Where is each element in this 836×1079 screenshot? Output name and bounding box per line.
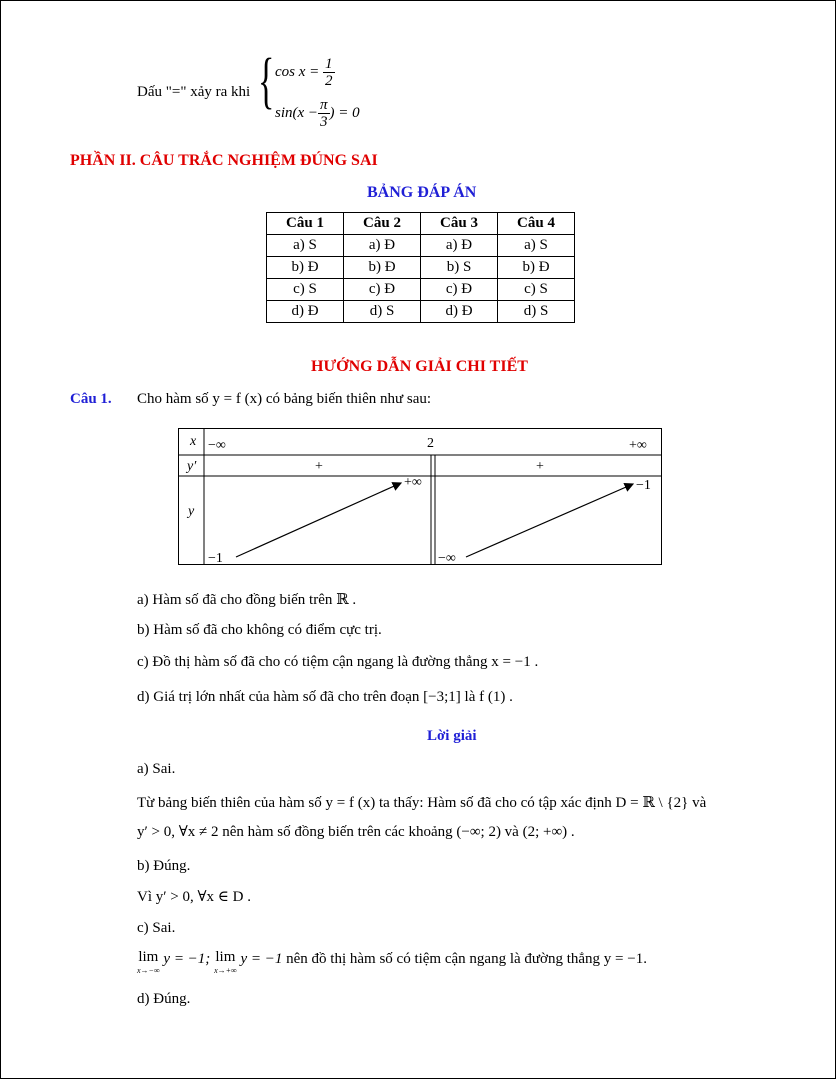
solution-c-verdict: c) Sai. (137, 920, 176, 936)
solution-b-verdict: b) Đúng. (137, 858, 191, 874)
answer-header-cell: Câu 1 (267, 213, 344, 235)
answer-cell: d) Đ (421, 301, 498, 323)
solution-b-text: Vì y′ > 0, ∀x ∈ D . (137, 889, 251, 905)
answer-cell: b) Đ (498, 257, 575, 279)
vt-increase-arrow-left (236, 483, 401, 557)
solution-d-verdict: d) Đúng. (137, 991, 191, 1007)
answer-cell: b) S (421, 257, 498, 279)
option-a: a) Hàm số đã cho đồng biến trên ℝ . (137, 592, 357, 608)
answer-header-cell: Câu 2 (344, 213, 421, 235)
guide-title: HƯỚNG DẪN GIẢI CHI TIẾT (311, 358, 528, 375)
answer-cell: b) Đ (267, 257, 344, 279)
vt-y-left-low: −1 (208, 551, 223, 566)
answer-table-row (267, 279, 575, 301)
answer-cell: b) Đ (344, 257, 421, 279)
answer-table-row (267, 257, 575, 279)
question-1-stem: Cho hàm số y = f (x) có bảng biến thiên như sau: (137, 391, 432, 407)
vt-y-left-high: +∞ (404, 475, 422, 490)
answer-cell: a) S (267, 235, 344, 257)
vt-increase-arrow-right (466, 484, 633, 557)
part2-title: PHẦN II. CÂU TRẮC NGHIỆM ĐÚNG SAI (70, 152, 378, 169)
answer-header-cell: Câu 3 (421, 213, 498, 235)
solution-a-text-1: Từ bảng biến thiên của hàm số y = f (x) ta thấy: Hàm số đã cho có tập xác định D = ℝ \ {2} và (137, 795, 707, 811)
vt-yprime-label: y′ (187, 459, 197, 474)
system-equation-1: cos x = $\frac{1}{2}$ (275, 56, 333, 89)
answer-cell: d) S (498, 301, 575, 323)
solution-c-limits: lim x→−∞ y = −1; lim x→+∞ y = −1 nên đồ thị hàm số có tiệm cận ngang là đường thẳng y = −1. (137, 949, 647, 975)
answer-cell: c) Đ (344, 279, 421, 301)
system-equation-2: sin(x − $\frac{\pi}{3}$ ) = 0 (275, 97, 360, 130)
vt-y-right-low: −∞ (438, 551, 456, 566)
limit-neg-inf: lim x→−∞ (137, 949, 160, 975)
vt-x-left: −∞ (208, 438, 226, 453)
variation-table (178, 428, 662, 568)
equality-condition-text: Dấu "=" xảy ra khi (137, 84, 251, 100)
answer-table-row (267, 301, 575, 323)
answer-cell: c) S (498, 279, 575, 301)
option-b: b) Hàm số đã cho không có điểm cực trị. (137, 622, 382, 638)
vt-x-right: +∞ (629, 438, 647, 453)
answer-table-title: BẢNG ĐÁP ÁN (367, 184, 477, 201)
system-brace: { (258, 47, 275, 115)
solution-title: Lời giải (427, 728, 477, 744)
vt-sign-right: + (536, 459, 544, 474)
answer-cell: d) Đ (267, 301, 344, 323)
answer-table-row (267, 235, 575, 257)
answer-table (266, 212, 575, 323)
vt-y-right-high: −1 (636, 478, 651, 493)
answer-cell: a) Đ (344, 235, 421, 257)
answer-header-cell: Câu 4 (498, 213, 575, 235)
vt-sign-left: + (315, 459, 323, 474)
solution-a-verdict: a) Sai. (137, 761, 176, 777)
vt-x-mid: 2 (427, 436, 434, 451)
option-d: d) Giá trị lớn nhất của hàm số đã cho trên đoạn [−3;1] là f (1) . (137, 689, 513, 705)
option-c: c) Đồ thị hàm số đã cho có tiệm cận ngang là đường thẳng x = −1 . (137, 654, 539, 670)
answer-cell: a) Đ (421, 235, 498, 257)
answer-cell: d) S (344, 301, 421, 323)
vt-x-label: x (190, 434, 197, 449)
vt-y-label: y (188, 504, 195, 519)
solution-a-text-2: y′ > 0, ∀x ≠ 2 nên hàm số đồng biến trên các khoảng (−∞; 2) và (2; +∞) . (137, 824, 575, 840)
answer-table-header-row (267, 213, 575, 235)
question-1-label: Câu 1. (70, 391, 112, 407)
answer-cell: c) Đ (421, 279, 498, 301)
limit-pos-inf: lim x→+∞ (214, 949, 237, 975)
answer-cell: c) S (267, 279, 344, 301)
answer-cell: a) S (498, 235, 575, 257)
